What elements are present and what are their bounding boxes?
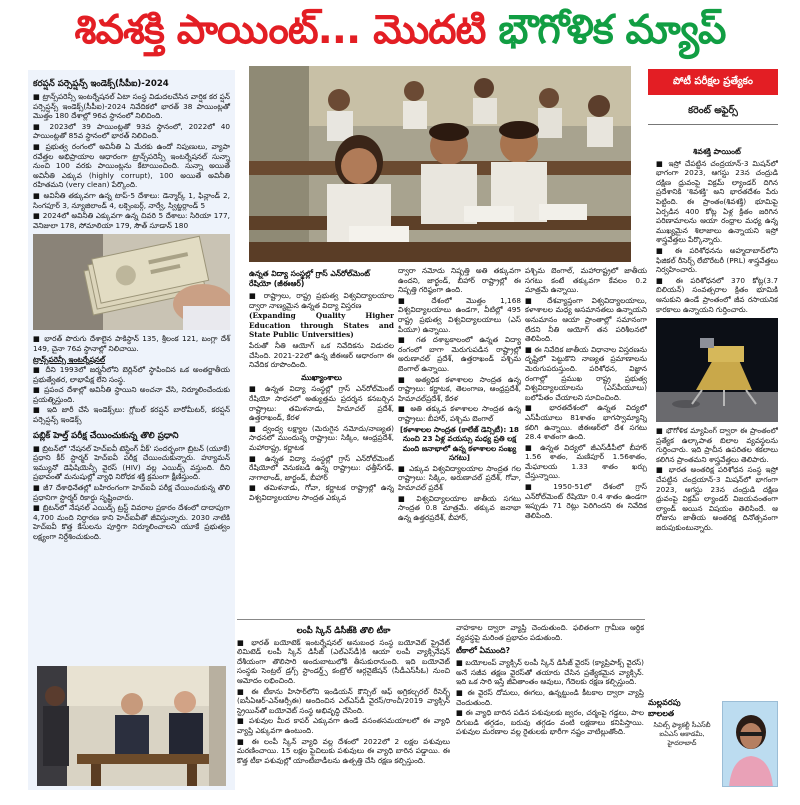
section-title-cpi: కరప్షన్ పర్సెప్షన్స్ ఇండెక్స్(సీపీఐ)-2024 <box>33 79 169 89</box>
divider <box>237 619 645 620</box>
subhead-vaccine: టీకాలో ఏముంది? <box>456 646 510 656</box>
paragraph: ■ ద్వంద్వ లక్ష్యాల (మెరుగైన నమోదు/నాణ్యత) సాధనలో ముందున్న రాష్ట్రాలు: సిక్కిం, ఆంధ్రప్రదేశ్, మహారాష్ట్ర, కర్ణాటక <box>249 423 394 452</box>
meeting-photo-illustration <box>37 666 226 786</box>
paragraph: ■ దేశంలో మొత్తం 1,168 విశ్వవిద్యాలయాలు ఉండగా, వీటిల్లో 495 రాష్ట్ర ప్రభుత్వ విశ్వవిద్యాలయాలు (ఎస్ పీయూ) ఉన్నాయి. <box>398 295 521 334</box>
paragraph: ■ భారతదేశంలో ఉన్నత విద్యలో ఎస్‌పీయూలు 81శాతం భాగస్వామ్యాన్ని కలిగి ఉన్నాయి. జీఈఆర్‌లో దేశ సగటు 28.4 శాతంగా ఉంది. <box>525 403 647 442</box>
paragraph: ■ ఉన్నత విద్యా సంస్థల్లో గ్రాస్ ఎన్‌రోల్‌మెంట్ రేషియోలో వెనుకబడి ఉన్న రాష్ట్రాలు: ఛత్తీస్‌గఢ్, నాగాలాండ్, జార్ఖండ్, బీహార్ <box>249 453 394 482</box>
paragraph: ■ జీ7 దేశాధినేతల్లో బహిరంగంగా హెచ్ఐవీ పరీక్ష చేయించుకున్న తొలి ప్రధానిగా స్టార్మర్ రికార్డు సృష్టించారు. <box>33 483 230 502</box>
paragraph: ■ ఇస్రో చేపట్టిన చంద్రయాన్-3 మిషన్‌లో భాగంగా 2023, ఆగస్టు 23న చంద్రుడి దక్షిణ ధ్రువంపై విక్రమ్ ల్యాండర్ దిగిన ప్రదేశానికి 'శివశక్తి' అని భారతదేశం పేరు పెట్టింది. ఈ ప్రాంతం(శివశక్తి) భూమిపై ఏర్పడిన 400 కోట్ల ఏళ్ల క్రితం జరిగిన పరిణామాలను ఆయా రంధ్రాల మధ్య ఉన్న ముఖ్యమైన శిలాజాలు ఉన్నాయని ఇస్రో శాస్త్రవేత్తలు పేర్కొన్నారు. <box>656 158 778 245</box>
report-title-english: (Expanding Quality Higher Education through States and State Public Universities) <box>249 311 394 340</box>
column-shivashakti <box>656 144 778 694</box>
column-ger-end <box>525 266 647 616</box>
paragraph: ■ ఉన్నత విద్యలో జీఎస్‌డీపీలో బీహార్ 1.56 శాతం, మణిపూర్ 1.56శాతం, మేఘాలయ 1.33 శాతం ఖర్చు చేస్తున్నాయి. <box>525 442 647 481</box>
paragraph: ■ ప్రభుత్వ రంగంలో అవినీతి ఏ మేరకు ఉందో నిపుణులు, వ్యాపా రవేత్తల అభిప్రాయాల ఆధారంగా ట్రాన్స్‌పరెన్సీ ఇంటర్నేషనల్ సున్నా నుంచి 100 వరకు పాయింట్లను కేటాయించింది. సున్నా అయితే అవినీతి ఎక్కువ (highly corrupt), 100 అయితే అవినీతి రహితమని (very clean) పేర్కొంది. <box>33 141 230 190</box>
currency-photo-illustration <box>33 234 230 330</box>
paragraph: ■ ఈ వైరస్ దోమలు, ఈగలు, ఉన్నట్టుండి కీటకాల ద్వారా వ్యాప్తి చెందుతుంది. <box>456 687 644 707</box>
headline-part2: భౌగోళిక మ్యాప్ <box>498 7 726 53</box>
paragraph: ■ అతి తక్కువ కళాశాలల సాంద్రత ఉన్న రాష్ట్రాలు: బీహార్, పశ్చిమ బెంగాల్ <box>398 404 521 423</box>
meeting-photo <box>37 666 226 786</box>
subhead-highlights: ముఖ్యాంశాలు <box>301 372 342 382</box>
paragraph: ■ భౌగోళిక మ్యాపింగ్ ద్వారా ఈ ప్రాంతంలో ప్రత్యేక ఉల్కాపాత బిలాల వ్యవస్థలను గుర్తించారు. ఇది ప్రాచీన ఉపరితల శకలాలు కలిగిన ప్రాంతమని శాస్త్రవేత్తలు తెలిపారు. <box>656 426 778 464</box>
paragraph: ■ ట్రాన్స్‌పరెన్సీ ఇంటర్నేషనల్ ఏటా సంస్థ విడుదలచేసిన వార్షిక కర ప్షన్ పర్సెప్షన్స్ ఇండెక్స్(సీపీఐ)-2024 నివేదికలో భారత్ 38 పాయింట్లతో మొత్తం 180 దేశాల్లో 96వ స్థానంలో నిలిచింది. <box>33 92 230 121</box>
paragraph: ■ 2024లో అవినీతి ఎక్కువగా ఉన్న చివరి 5 దేశాలు: సిరియా 177, వెనిజులా 178, సోమాలియా 179, సౌత్ సూడాన్ 180 <box>33 211 230 230</box>
paragraph: ■ ఈ పరిశోధనను అహ్మదాబాద్‌లోని ఫిజికల్ రీసెర్చ్ లేబొరేటరీ (PRL) శాస్త్రవేత్తలు నిర్వహించారు. <box>656 245 778 275</box>
section-title-hiv-test: పబ్లిక్ హెల్త్ పరీక్ష చేయించుకున్న తొలి ప్రధాని <box>33 430 179 441</box>
current-affairs-tag: కరెంట్ అఫైర్స్ <box>688 105 738 116</box>
paragraph: పేరుతో నీతి ఆయోగ్ ఒక నివేదికను విడుదల చేసింది. 2021-22లో ఉన్న జీఈఆర్ ఆధారంగా ఈ నివేదిక రూపొందింది. <box>249 340 394 370</box>
currency-photo <box>33 234 230 330</box>
section-title-ger: ఉన్నత విద్యా సంస్థల్లో గ్రాస్ ఎన్‌రోల్‌మెంట్ రేషియో (జీఈఆర్) <box>249 269 371 288</box>
paragraph: ■ 2023లో 39 పాయింట్లతో 93వ స్థానంలో, 2022లో 40 పాయింట్లతో 85వ స్థానంలో భారత్ నిలిచింది. <box>33 121 230 141</box>
paragraph: ■ ఈ పరిశోధనలో 370 కోట్ల(3.7 బిలియన్) సంవత్సరాల క్రితం భూమికి ఆనుకుని ఉండే ప్రాంతంలో జీవ రసాయనిక కారకాలు ఉన్నాయని గుర్తించారు. <box>656 275 778 314</box>
paragraph: ■ భారత్ బయోటెక్ ఇంటర్నేషనల్ అనుబంధ సంస్థ బయోవెట్ ప్రైవేట్ లిమిటెడ్ లంపీ స్కిన్ డిసీజ్ (ఎల్ఎస్‌డీ)కి ఆయా లంపీ వ్యాక్సినేషన్ దేశీయంగా తొలిసారి అందుబాటులోకి తీసుకురానుంది. ఇది బయోవెట్ సంస్థకు సెంట్రల్ డ్రగ్స్ స్టాండర్డ్స్ కంట్రోల్ ఆర్గనైజేషన్ (సీడీఎస్‌సీఓ) నుంచి ఆమోదం లభించింది. <box>237 637 450 685</box>
paragraph: ■ తమిళనాడు, గోవా, కర్ణాటక రాష్ట్రాల్లో ఉన్న విశ్వవిద్యాలయాల సాంద్రత ఎక్కువ <box>249 483 394 502</box>
paragraph: ■ 1950-51లో దేశంలో గ్రాస్ ఎన్‌రోల్‌మెంట్ రేషియో 0.4 శాతం ఉండగా ఇప్పుడు 71 రెట్లు పెరిగిందని ఈ నివేదిక తెలిపింది. <box>525 482 647 520</box>
paragraph: ■ గత దశాబ్దకాలంలో ఉన్నత విద్యా రంగంలో బాగా మెరుగుపడిన రాష్ట్రాల్లో అరుణాచల్ ప్రదేశ్, ఉత్తరాఖండ్ పశ్చిమ బెంగాల్ ఉన్నాయి. <box>398 335 521 373</box>
paragraph: ■ పశువుల మీద కాపర్ ఎక్కువగా ఉండే వసంతసమయాలలో ఈ వ్యాధి వ్యాప్తి ఎక్కువగా ఉంటుంది. <box>237 716 450 735</box>
author-role: సివిల్స్ ఫ్యాకల్టీ సీఎస్‌బీ ఐఏఎస్ అకాడమీ, హైదరాబాద్ <box>653 721 711 747</box>
lander-photo-illustration <box>656 318 778 422</box>
paragraph: ■ భారత్ పొరుగు దేశాలైన పాకిస్థాన్ 135, శ్రీలంక 121, బంగ్లా దేశ్ 149, చైనా 76వ స్థానాల్లో నిలిచాయి. <box>33 334 230 353</box>
section-title-lumpy-skin: లంపీ స్కిన్ డిసీజ్‌కి తొలి టీకా <box>296 625 391 635</box>
column-lumpy-skin <box>237 623 450 788</box>
paragraph: ■ ఈ లంపీ స్కిన్ వ్యాధి వల్ల దేశంలో 2022లో 2 లక్షల పశువులు మరణించాయి. 15 లక్షల పైచిలుకు పశువులు ఈ వ్యాధి బారిన పడ్డాయి. ఈ కొత్త టీకా పశువుల్లో యాంటీబాడీలను ఉత్పత్తి చేసి రక్షణ కల్పిస్తుంది. <box>237 736 450 765</box>
paragraph: వాహకాల ద్వారా వ్యాప్తి చెందుతుంది. ఫలితంగా గ్రామీణ ఆర్థిక వ్యవస్థపై మరింత ప్రభావం పడుతుంది. <box>456 623 644 642</box>
column-ger-report <box>249 266 394 616</box>
paragraph: ■ బ్రిటన్‌లో 'నేషనల్ హెచ్ఐవీ టెస్టింగ్ వీక్' సందర్భంగా బ్రిటన్ (యూకే) ప్రధాని కీర్ స్టార్మర్ హెచ్ఐవీ పరీక్ష చేయించుకున్నారు. హ్యూమన్ ఇమ్యునో డెఫిషియెన్సీ వైరస్ (HIV) వల్ల ఎయిడ్స్ వస్తుంది. దీని ప్రభావంతో మనుషుల్లో వ్యాధి నిరోధక శక్తి క్రమంగా క్షీణిస్తుంది. <box>33 443 230 482</box>
paragraph: ■ ఎక్కువ విశ్వవిద్యాలయాల సాంద్రత గల రాష్ట్రాలు: సిక్కిం, అరుణాచల్ ప్రదేశ్, గోవా, హిమాచల్ ప్రదేశ్ <box>398 463 521 493</box>
paragraph: ■ ఈ వ్యాధి బారిన పడిన పశువులకు జ్వరం, చర్మంపై గడ్డలు, పాల దిగుబడి తగ్గడం, బరువు తగ్గడం వంటి లక్షణాలు కనిపిస్తాయి. పశువుల మరణాల వల్ల రైతులకు భారీగా నష్టం వాటిల్లుతోంది. <box>456 708 644 737</box>
paragraph: ■ ఈ టీకాను హిసార్‌లోని ఇండియన్ కౌన్సిల్ ఆఫ్ అగ్రికల్చరల్ రీసెర్చ్ (ఐసీఏఆర్-ఎన్ఆర్సీఈ) అందించిన ఎల్ఎస్‌డీ వైరస్/రాంచీ/2019 వ్యాక్సిన్ స్ట్రెయిన్‌తో బయోవెట్ సంస్థ అభివృద్ధి చేసింది. <box>237 686 450 715</box>
paragraph: ■ బయోలంప్ వ్యాక్సిన్ లంపీ స్కిన్ డిసీజ్ వైరస్ (క్యాప్రిపాక్స్ వైరస్) అనే సజీవ తక్షణ వైరస్‌తో తయారు చేసిన ప్రత్యేకమైన వ్యాక్సిన్. ఇది ఒక సారి ఇస్తే జీవితాంతం ఆవులు, గేదెలకు రక్షణ కల్పిస్తుంది. <box>456 658 644 687</box>
section-title-shivashakti: శివశక్తి పాయింట్ <box>693 147 741 156</box>
college-density-note: [కళాశాలల సాంద్రత (కాలేజ్ డెన్సిటీ): 18 నుంచి 23 ఏళ్ల వయస్సు మధ్య ప్రతి లక్ష మంది జనాభాలో ఉన్న కళాశాలల సంఖ్య సగటు] <box>400 424 519 463</box>
subhead-ti: ట్రాన్స్‌పరెన్సీ ఇంటర్నేషనల్ <box>33 354 106 364</box>
paragraph: ■ అత్యధిక కళాశాలల సాంద్రత ఉన్న రాష్ట్రాలు: కర్ణాటక, తెలంగాణ, ఆంధ్రప్రదేశ్, హిమాచల్‌ప్రదేశ్, కేరళ <box>398 374 521 403</box>
paragraph: ■ విశ్వవిద్యాలయాల జాతీయ సగటు సాంద్రత 0.8 మాత్రమే. తక్కువ జనాభా ఉన్న ఉత్తరప్రదేశ్, బీహార్, <box>398 493 521 522</box>
paragraph: ■ దీని 1993లో జర్మనీలోని బెర్లిన్‌లో స్థాపించిన ఒక అంతర్జాతీయ ప్రభుత్వేతర, లాభాపేక్ష లేని సంస్థ. <box>33 365 230 384</box>
paragraph: ద్వారా నమోదు నిష్పత్తి అతి తక్కువగా ఉందని, జార్ఖండ్, బీహార్ రాష్ట్రాల్లో ఈ నిష్పత్తి గరిష్ఠంగా ఉంది. <box>398 266 521 295</box>
paragraph: పశ్చిమ బెంగాల్, మహారాష్ట్రలో జాతీయ సగటు కంటే తక్కువగా కేవలం 0.2 మాత్రమే ఉన్నాయి. <box>525 266 647 295</box>
paragraph: ■ బ్రిటన్‌లో నేషనల్ ఎయిడ్స్ ట్రస్ట్ వివరాల ప్రకారం దేశంలో దాదాపుగా 4,700 మంది నిర్ధారణ కాని హెచ్ఐవీతో జీవిస్తున్నారు. 2030 నాటికి హెచ్ఐవీ కొత్త కేసులను పూర్తిగా నిర్మూలించాలని యూకే ప్రభుత్వం లక్ష్యంగా నిర్దేశించుకుంది. <box>33 503 230 541</box>
paragraph: ■ రాష్ట్రాలు, రాష్ట్ర ప్రభుత్వ విశ్వవిద్యాలయాల ద్వారా నాణ్యమైన ఉన్నత విద్యా విస్తరణ <box>249 291 394 310</box>
author-byline <box>648 697 778 789</box>
author-portrait <box>723 702 778 787</box>
paragraph: ■ ఉన్నత విద్యా సంస్థల్లో గ్రాస్ ఎన్‌రోల్‌మెంట్ రేషియో సాధనలో అత్యుత్తమ ప్రదర్శన కనబర్చిన రాష్ట్రాలు: తమిళనాడు, హిమాచల్ ప్రదేశ్, ఉత్తరాఖండ్, కేరళ <box>249 384 394 423</box>
paragraph: ■ ప్రపంచ దేశాల్లో అవినీతి స్థాయిని అంచనా వేసి, నిర్మూలించేందుకు ప్రయత్నిస్తుంది. <box>33 385 230 404</box>
paragraph: ■ ఇది జారీ చేసే ఇండెక్స్‌లు: గ్లోబల్ కరప్షన్ బారోమీటర్, కరప్షన్ పర్సెప్షన్స్ ఇండెక్స్ <box>33 405 230 425</box>
classroom-photo <box>249 66 631 262</box>
paragraph: ■ అవినీతి తక్కువగా ఉన్న టాప్-5 దేశాలు: డెన్మార్క్ 1, ఫిన్లాండ్ 2, సింగపూర్ 3, న్యూజిలాండ్ 4, లక్సెంబర్గ్, నార్వే, స్విట్జర్లాండ్ 5 <box>33 190 230 210</box>
paragraph: ■ భారత అంతరిక్ష పరిశోధన సంస్థ ఇస్రో చేపట్టిన చంద్రయాన్-3 మిషన్‌లో భాగంగా 2023, ఆగస్టు 23న చంద్రుడి దక్షిణ ధ్రువంపై విక్రమ్ ల్యాండర్ విజయవంతంగా ల్యాండ్ అయిన విషయం తెలిసిందే. ఆ రోజును జాతీయ అంతరిక్ష దినోత్సవంగా జరుపుకుంటున్నారు. <box>656 465 778 533</box>
lander-photo <box>656 318 778 422</box>
author-photo <box>722 701 778 787</box>
divider <box>648 124 778 125</box>
author-name: మల్లవరపు బాలలత <box>648 698 681 718</box>
headline-part1: శివశక్తి పాయింట్... మొదటి <box>74 7 486 53</box>
paragraph: ■ దేశవ్యాప్తంగా విశ్వవిద్యాలయాలు, కళాశాలల మధ్య అసమానతలు ఉన్నాయని అనుమానం ఆయా ప్రాంతాల్లో సమానంగా లేదని నీతి ఆయోగ్ తన పరిశీలనలో తెలిపింది. <box>525 295 647 344</box>
classroom-photo-illustration <box>249 66 631 262</box>
paragraph: ■ ఈ నివేదిక జాతీయ విధానాల విస్తరణను దృష్టిలో పెట్టుకొని నాణ్యత ప్రమాణాలను మెరుగుపరుస్తుంది. పరిశోధన, విజ్ఞాన రంగాల్లో ప్రముఖ రాష్ట్ర ప్రభుత్వ విశ్వవిద్యాలయాలను (ఎస్‌పీయూలు) బలోపేతం చేయాలని సూచించింది. <box>525 344 647 402</box>
column-vaccine <box>456 623 644 788</box>
column-ger-continued <box>398 266 521 616</box>
exam-special-tag: పోటీ పరీక్షల ప్రత్యేకం <box>648 69 778 95</box>
headline <box>0 0 800 60</box>
